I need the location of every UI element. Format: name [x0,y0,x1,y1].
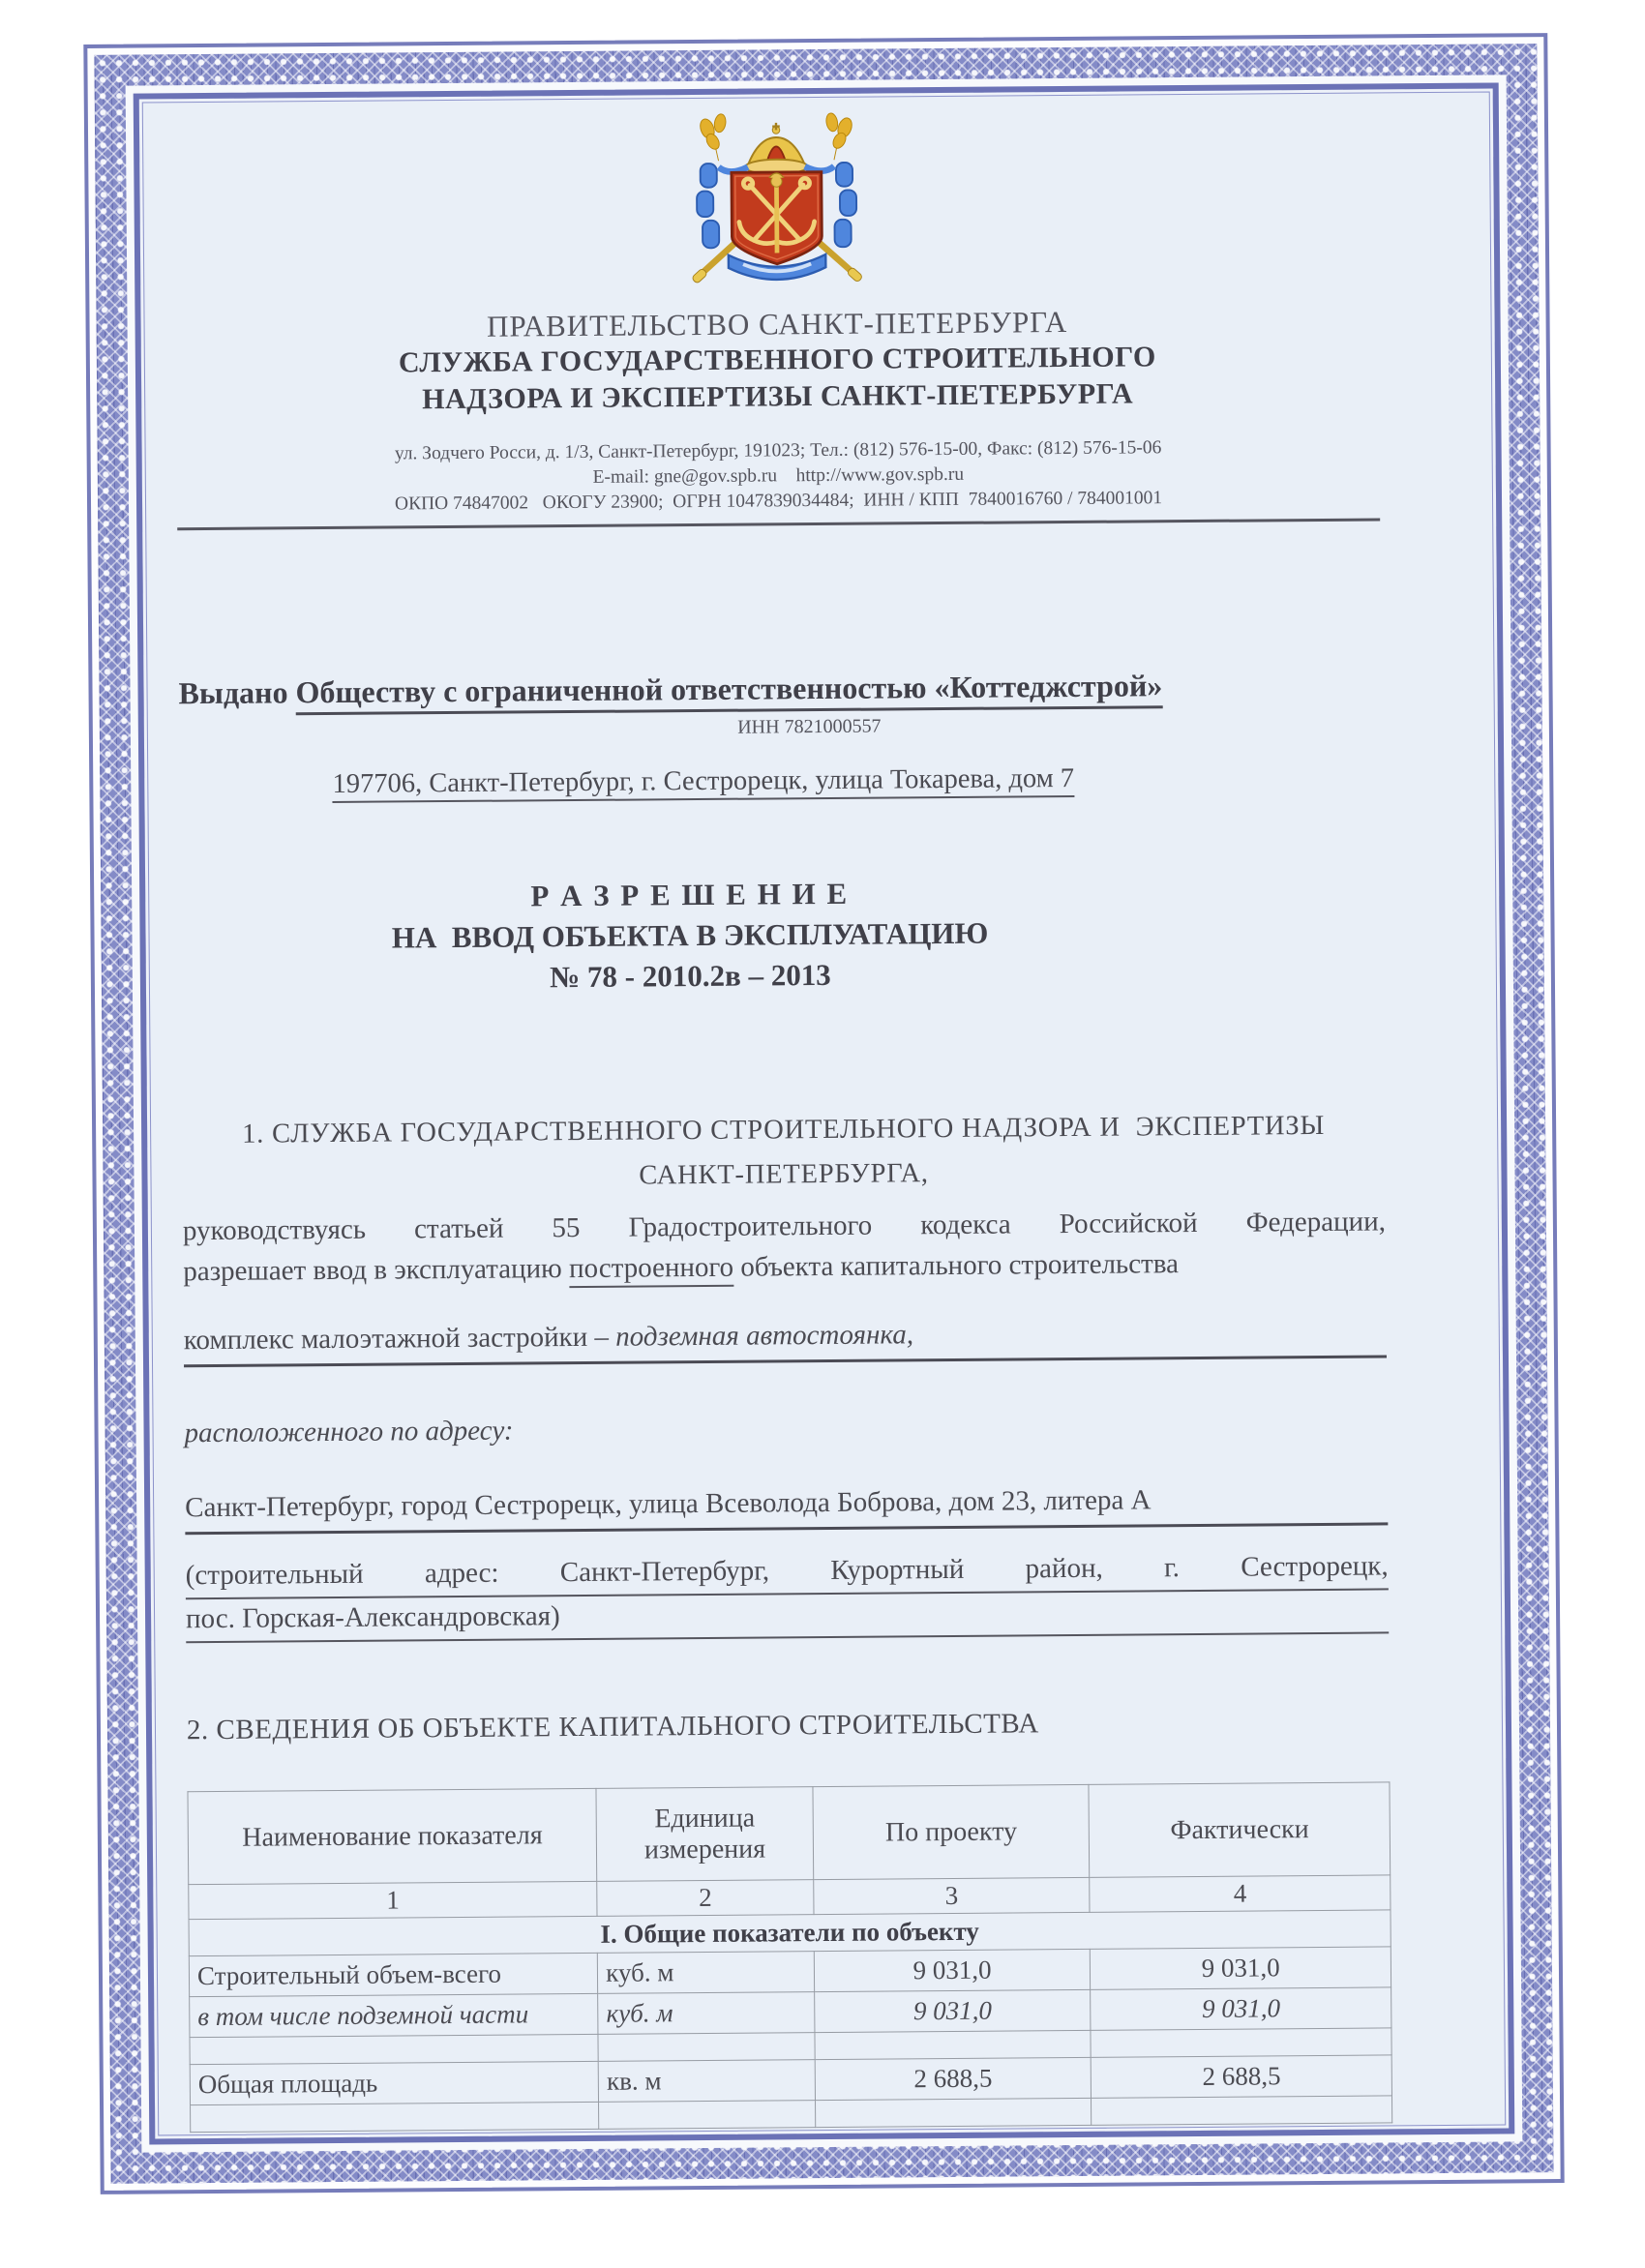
issued-label: Выдано [178,674,288,711]
built-status-underlined: построенного [569,1252,733,1288]
object-indicators-table [187,1781,1392,2133]
object-description-line: комплекс малоэтажной застройки – подземная автостоянка, [184,1315,1387,1367]
issued-to-line [178,666,1381,711]
email-website-line: E-mail: gne@gov.spb.ru http://www.gov.spb.ru [592,463,965,488]
located-at-label: расположенного по адресу: [184,1415,514,1449]
recipient-address: 197706, Санкт-Петербург, г. Сестрорецк, улица Токарева, дом 7 [179,761,1382,801]
recipient-name: Обществу с ограниченной ответственностью «Коттеджстрой» [295,668,1162,715]
office-address-line: ул. Зодчего Росси, д. 1/3, Санкт-Петербург, 191023; Тел.: (812) 576-15-00, Факс: (812) 576-15-06 [394,437,1162,464]
document-body [134,82,1515,2144]
border-gap [126,75,1523,2152]
government-title: ПРАВИТЕЛЬСТВО САНКТ-ПЕТЕРБУРГА [486,304,1068,343]
section1-body-line1: руководствуясь статьей 55 Градостроительного кодекса Российской Федерации, [182,1206,1387,1247]
col-header-actual: Фактически [1089,1782,1390,1877]
letterhead-divider [177,518,1380,530]
permit-number: № 78 - 2010.2в – 2013 [549,957,831,995]
group-header: I. Общие показатели по объекту [189,1910,1391,1956]
section1-body-line2: разрешает ввод в эксплуатацию построенного объекта капитального строительства [183,1248,1180,1288]
column-number-row: 1 2 3 4 [189,1875,1391,1920]
col-header-unit: Единица измерения [596,1787,813,1882]
certificate-page [83,33,1564,2194]
construction-address-line2: пос. Горская-Александровская) [186,1594,1389,1643]
permit-title-block [180,869,1384,1000]
col-header-indicator: Наименование показателя [188,1788,597,1884]
recipient-inn: ИНН 7821000557 [737,715,882,738]
service-name-line1: СЛУЖБА ГОСУДАРСТВЕННОГО СТРОИТЕЛЬНОГО [398,341,1156,379]
coat-of-arms-of-saint-petersburg-icon [670,109,882,295]
object-address-line: Санкт-Петербург, город Сестрорецк, улица Всеволода Боброва, дом 23, литера А [185,1482,1388,1535]
table-row: в том числе подземной части куб. м 9 031,0 9 031,0 [190,1987,1391,2038]
table-row: Общая площадь кв. м 2 688,5 2 688,5 [190,2055,1391,2105]
service-name-line2: НАДЗОРА И ЭКСПЕРТИЗЫ САНКТ-ПЕТЕРБУРГА [422,377,1134,416]
permit-subtitle: НА ВВОД ОБЪЕКТА В ЭКСПЛУАТАЦИЮ [391,915,989,955]
table-row: Строительный объем-всего куб. м 9 031,0 9 031,0 [189,1947,1391,1997]
registration-codes-line: ОКПО 74847002 ОКОГУ 23900; ОГРН 1047839034484; ИНН / КПП 7840016760 / 784001001 [394,488,1163,515]
col-header-project: По проекту [813,1784,1090,1879]
permit-title: Р А З Р Е Ш Е Н И Е [530,876,850,913]
section1-heading: 1. СЛУЖБА ГОСУДАРСТВЕННОГО СТРОИТЕЛЬНОГО НАДЗОРА И ЭКСПЕРТИЗЫ САНКТ-ПЕТЕРБУРГА, [242,1110,1326,1191]
section2-heading: 2. СВЕДЕНИЯ ОБ ОБЪЕКТЕ КАПИТАЛЬНОГО СТРОИТЕЛЬСТВА [186,1708,1039,1746]
construction-address-line1: (строительный адрес: Санкт-Петербург, Курортный район, г. Сестрорецк, [186,1550,1389,1599]
guilloche-border [94,44,1553,2184]
table-header-row [188,1782,1391,1885]
document-content [139,89,1510,2139]
